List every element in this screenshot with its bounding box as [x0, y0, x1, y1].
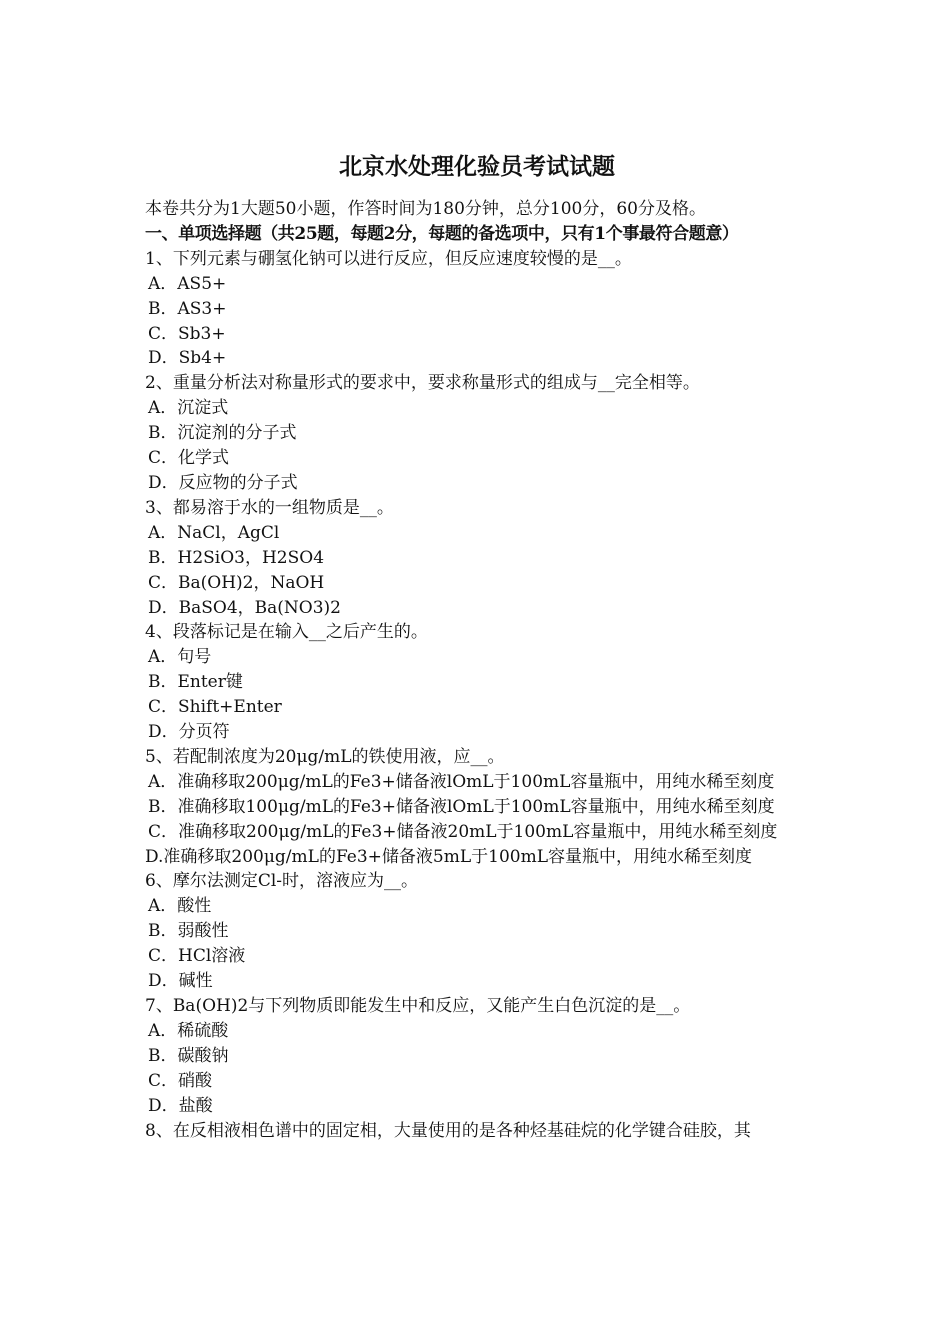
option-b: B．沉淀剂的分子式: [148, 423, 297, 444]
option-b: B．AS3+: [148, 298, 227, 319]
option-b: B．Enter键: [148, 672, 243, 693]
question-text: 5、若配制浓度为20μg/mL的铁使用液，应__。: [145, 746, 505, 767]
question-text: 8、在反相液相色谱中的固定相，大量使用的是各种烃基硅烷的化学键合硅胶，其: [145, 1120, 751, 1141]
option-c: C．Sb3+: [148, 323, 226, 344]
question-3: [145, 496, 809, 621]
option-b: B．弱酸性: [148, 921, 229, 942]
option-d: D．BaSO4，Ba(NO3)2: [148, 597, 341, 618]
option-d: D．盐酸: [148, 1095, 213, 1116]
question-list: [145, 247, 809, 1144]
question-text: 1、下列元素与硼氢化钠可以进行反应，但反应速度较慢的是__。: [145, 248, 632, 269]
option-c: C．硝酸: [148, 1070, 213, 1091]
question-8: [145, 1119, 809, 1144]
section-heading: 一、单项选择题（共25题，每题2分，每题的备选项中，只有1个事最符合题意）: [145, 223, 739, 244]
option-a: A．准确移取200μg/mL的Fe3+储备液lOmL于100mL容量瓶中，用纯水稀至刻度: [148, 771, 775, 792]
question-5: [145, 745, 809, 870]
question-text: 6、摩尔法测定Cl-时，溶液应为__。: [145, 871, 419, 892]
option-b: B．碳酸钠: [148, 1045, 229, 1066]
option-b: B．准确移取100μg/mL的Fe3+储备液lOmL于100mL容量瓶中，用纯水稀至刻度: [148, 796, 775, 817]
option-c: C．准确移取200μg/mL的Fe3+储备液20mL于100mL容量瓶中，用纯水稀至刻度: [148, 821, 778, 842]
option-a: A．NaCl，AgCl: [148, 522, 280, 543]
question-text: 3、都易溶于水的一组物质是__。: [145, 497, 394, 518]
document-title: 北京水处理化验员考试试题: [339, 153, 615, 180]
option-d: D．Sb4+: [148, 348, 227, 369]
question-text: 7、Ba(OH)2与下列物质即能发生中和反应，又能产生白色沉淀的是__。: [145, 996, 691, 1016]
option-a: A．酸性: [148, 896, 212, 917]
option-a: A．AS5+: [148, 273, 227, 294]
option-c: C．化学式: [148, 448, 230, 469]
document-content: [145, 150, 809, 1143]
question-4: [145, 620, 809, 745]
option-a: A．稀硫酸: [148, 1020, 229, 1041]
option-c: C．HCl溶液: [148, 946, 246, 967]
question-text: 2、重量分析法对称量形式的要求中，要求称量形式的组成与__完全相等。: [145, 373, 700, 394]
option-d: D．反应物的分子式: [148, 472, 298, 493]
option-d: D.准确移取200μg/mL的Fe3+储备液5mL于100mL容量瓶中，用纯水稀至刻度: [145, 846, 753, 867]
option-a: A．句号: [148, 647, 212, 668]
option-a: A．沉淀式: [148, 398, 229, 419]
option-d: D．分页符: [148, 722, 230, 743]
question-text: 4、段落标记是在输入__之后产生的。: [145, 622, 428, 643]
option-c: C．Shift+Enter: [148, 697, 282, 718]
question-1: [145, 247, 809, 372]
question-2: [145, 371, 809, 496]
question-7: [145, 994, 809, 1119]
option-d: D．碱性: [148, 971, 213, 992]
option-c: C．Ba(OH)2，NaOH: [148, 572, 325, 593]
intro-text: 本卷共分为1大题50小题，作答时间为180分钟，总分100分，60分及格。: [145, 199, 706, 219]
question-6: [145, 869, 809, 994]
option-b: B．H2SiO3，H2SO4: [148, 547, 325, 568]
